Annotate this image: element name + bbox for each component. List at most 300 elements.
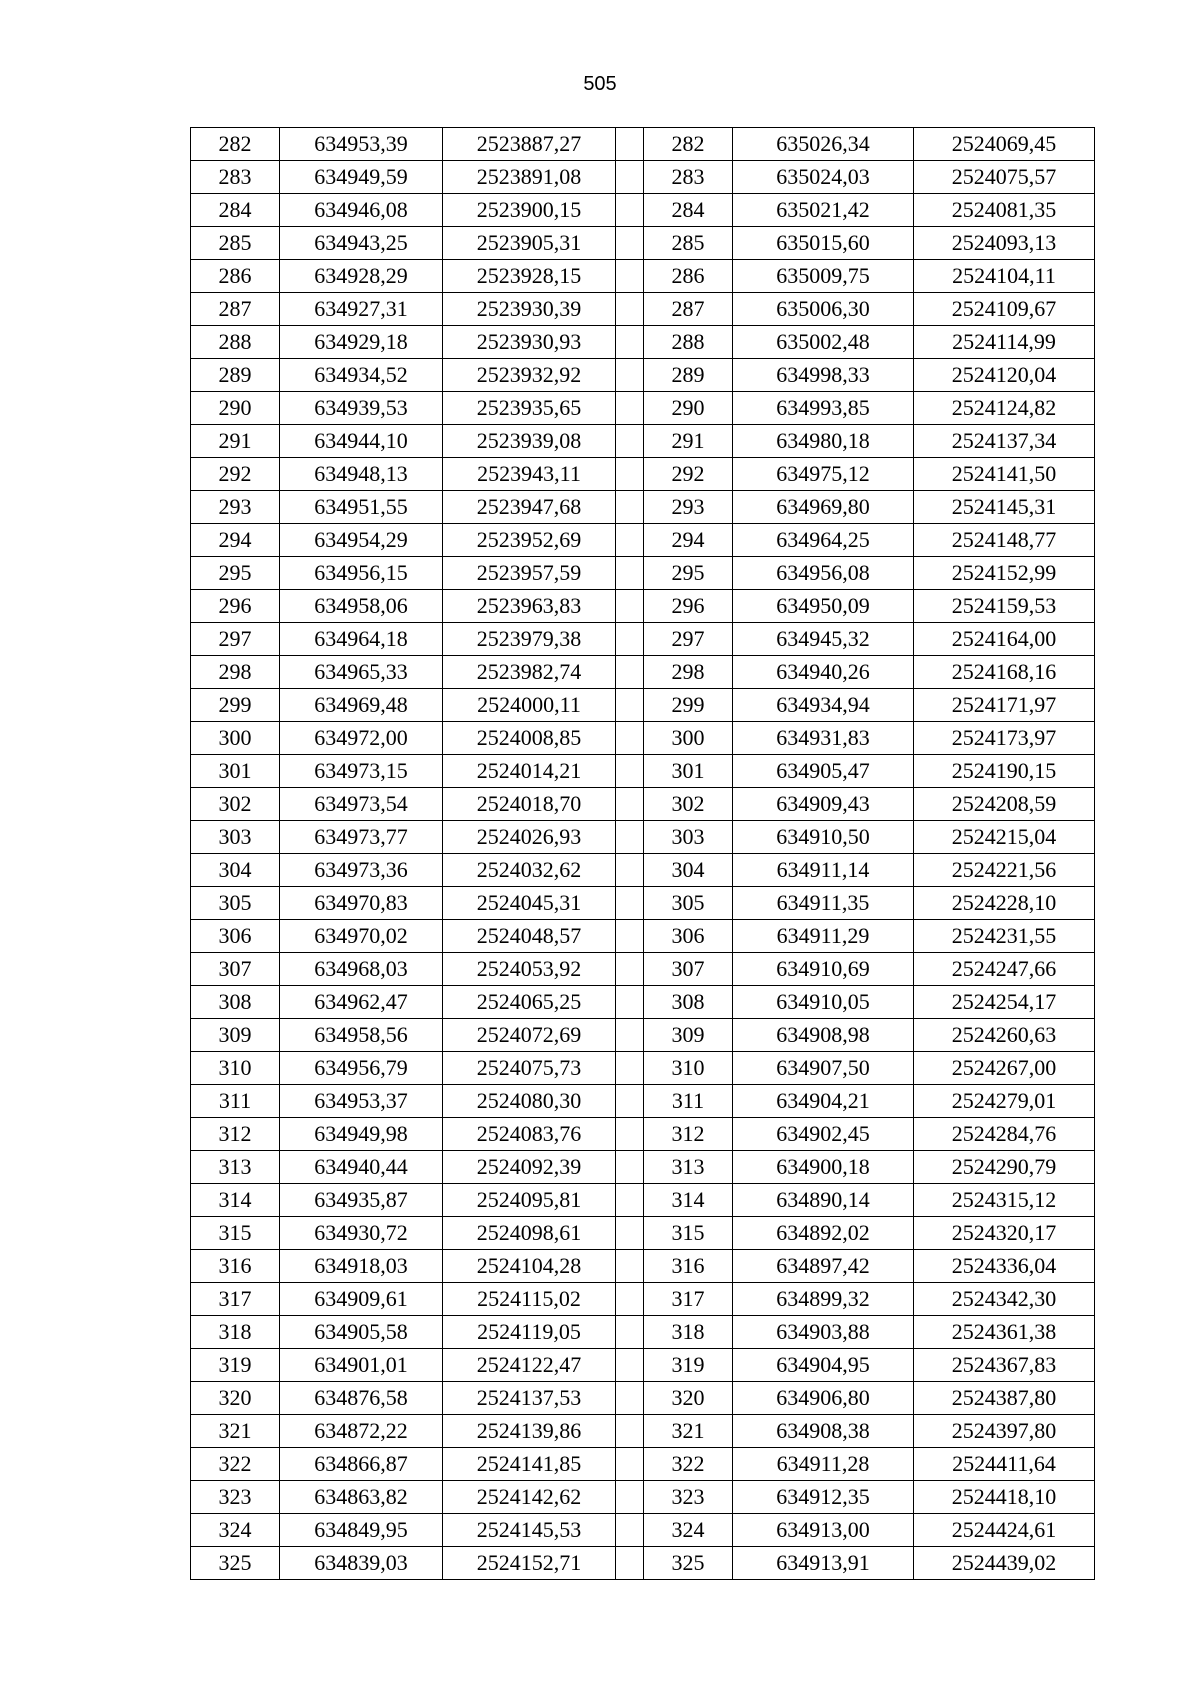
- left-x-coordinate-cell: 634953,39: [280, 128, 443, 161]
- right-x-coordinate-cell: 634910,50: [733, 821, 914, 854]
- right-y-coordinate-cell: 2524315,12: [914, 1184, 1095, 1217]
- right-x-coordinate-cell: 635024,03: [733, 161, 914, 194]
- right-x-coordinate-cell: 634904,95: [733, 1349, 914, 1382]
- right-point-number-cell: 322: [644, 1448, 733, 1481]
- spacer-cell: [616, 293, 644, 326]
- right-y-coordinate-cell: 2524424,61: [914, 1514, 1095, 1547]
- left-point-number-cell: 284: [191, 194, 280, 227]
- right-point-number-cell: 321: [644, 1415, 733, 1448]
- left-y-coordinate-cell: 2524137,53: [443, 1382, 616, 1415]
- right-point-number-cell: 285: [644, 227, 733, 260]
- right-point-number-cell: 286: [644, 260, 733, 293]
- right-x-coordinate-cell: 634911,28: [733, 1448, 914, 1481]
- left-y-coordinate-cell: 2524098,61: [443, 1217, 616, 1250]
- right-y-coordinate-cell: 2524361,38: [914, 1316, 1095, 1349]
- left-y-coordinate-cell: 2523935,65: [443, 392, 616, 425]
- right-y-coordinate-cell: 2524145,31: [914, 491, 1095, 524]
- spacer-cell: [616, 1085, 644, 1118]
- left-point-number-cell: 307: [191, 953, 280, 986]
- right-x-coordinate-cell: 634908,38: [733, 1415, 914, 1448]
- left-y-coordinate-cell: 2524080,30: [443, 1085, 616, 1118]
- spacer-cell: [616, 161, 644, 194]
- right-x-coordinate-cell: 634913,00: [733, 1514, 914, 1547]
- right-point-number-cell: 325: [644, 1547, 733, 1580]
- spacer-cell: [616, 1283, 644, 1316]
- left-x-coordinate-cell: 634918,03: [280, 1250, 443, 1283]
- left-point-number-cell: 311: [191, 1085, 280, 1118]
- left-point-number-cell: 315: [191, 1217, 280, 1250]
- spacer-cell: [616, 1514, 644, 1547]
- left-y-coordinate-cell: 2523900,15: [443, 194, 616, 227]
- left-y-coordinate-cell: 2524122,47: [443, 1349, 616, 1382]
- spacer-cell: [616, 392, 644, 425]
- right-x-coordinate-cell: 635026,34: [733, 128, 914, 161]
- left-y-coordinate-cell: 2524026,93: [443, 821, 616, 854]
- left-x-coordinate-cell: 634973,54: [280, 788, 443, 821]
- left-x-coordinate-cell: 634970,02: [280, 920, 443, 953]
- spacer-cell: [616, 1349, 644, 1382]
- left-y-coordinate-cell: 2523957,59: [443, 557, 616, 590]
- right-x-coordinate-cell: 635021,42: [733, 194, 914, 227]
- right-y-coordinate-cell: 2524081,35: [914, 194, 1095, 227]
- left-x-coordinate-cell: 634944,10: [280, 425, 443, 458]
- right-point-number-cell: 316: [644, 1250, 733, 1283]
- table-row: [191, 590, 1095, 623]
- left-y-coordinate-cell: 2523982,74: [443, 656, 616, 689]
- table-row: [191, 128, 1095, 161]
- right-x-coordinate-cell: 634910,69: [733, 953, 914, 986]
- left-y-coordinate-cell: 2524048,57: [443, 920, 616, 953]
- left-x-coordinate-cell: 634949,98: [280, 1118, 443, 1151]
- table-row: [191, 1283, 1095, 1316]
- right-point-number-cell: 299: [644, 689, 733, 722]
- spacer-cell: [616, 524, 644, 557]
- right-x-coordinate-cell: 634998,33: [733, 359, 914, 392]
- left-x-coordinate-cell: 634969,48: [280, 689, 443, 722]
- left-y-coordinate-cell: 2523979,38: [443, 623, 616, 656]
- right-y-coordinate-cell: 2524221,56: [914, 854, 1095, 887]
- right-y-coordinate-cell: 2524260,63: [914, 1019, 1095, 1052]
- spacer-cell: [616, 194, 644, 227]
- table-row: [191, 854, 1095, 887]
- left-y-coordinate-cell: 2524053,92: [443, 953, 616, 986]
- right-x-coordinate-cell: 634890,14: [733, 1184, 914, 1217]
- right-x-coordinate-cell: 634964,25: [733, 524, 914, 557]
- table-row: [191, 1217, 1095, 1250]
- left-x-coordinate-cell: 634973,15: [280, 755, 443, 788]
- left-point-number-cell: 299: [191, 689, 280, 722]
- table-row: [191, 392, 1095, 425]
- table-row: [191, 359, 1095, 392]
- right-x-coordinate-cell: 634904,21: [733, 1085, 914, 1118]
- left-point-number-cell: 314: [191, 1184, 280, 1217]
- table-row: [191, 194, 1095, 227]
- spacer-cell: [616, 260, 644, 293]
- left-y-coordinate-cell: 2524104,28: [443, 1250, 616, 1283]
- right-point-number-cell: 313: [644, 1151, 733, 1184]
- left-point-number-cell: 302: [191, 788, 280, 821]
- right-x-coordinate-cell: 634945,32: [733, 623, 914, 656]
- right-x-coordinate-cell: 635006,30: [733, 293, 914, 326]
- table-row: [191, 1019, 1095, 1052]
- left-x-coordinate-cell: 634972,00: [280, 722, 443, 755]
- left-y-coordinate-cell: 2524032,62: [443, 854, 616, 887]
- right-point-number-cell: 311: [644, 1085, 733, 1118]
- left-point-number-cell: 290: [191, 392, 280, 425]
- right-point-number-cell: 308: [644, 986, 733, 1019]
- right-y-coordinate-cell: 2524114,99: [914, 326, 1095, 359]
- left-y-coordinate-cell: 2523905,31: [443, 227, 616, 260]
- left-y-coordinate-cell: 2524065,25: [443, 986, 616, 1019]
- table-row: [191, 1118, 1095, 1151]
- left-point-number-cell: 292: [191, 458, 280, 491]
- right-x-coordinate-cell: 634975,12: [733, 458, 914, 491]
- right-y-coordinate-cell: 2524137,34: [914, 425, 1095, 458]
- right-y-coordinate-cell: 2524120,04: [914, 359, 1095, 392]
- left-point-number-cell: 308: [191, 986, 280, 1019]
- left-x-coordinate-cell: 634962,47: [280, 986, 443, 1019]
- table-row: [191, 1382, 1095, 1415]
- table-row: [191, 755, 1095, 788]
- left-y-coordinate-cell: 2524092,39: [443, 1151, 616, 1184]
- right-y-coordinate-cell: 2524141,50: [914, 458, 1095, 491]
- spacer-cell: [616, 359, 644, 392]
- spacer-cell: [616, 656, 644, 689]
- left-y-coordinate-cell: 2523947,68: [443, 491, 616, 524]
- left-x-coordinate-cell: 634958,06: [280, 590, 443, 623]
- left-x-coordinate-cell: 634949,59: [280, 161, 443, 194]
- left-point-number-cell: 305: [191, 887, 280, 920]
- left-x-coordinate-cell: 634973,36: [280, 854, 443, 887]
- right-x-coordinate-cell: 634892,02: [733, 1217, 914, 1250]
- left-point-number-cell: 283: [191, 161, 280, 194]
- spacer-cell: [616, 1052, 644, 1085]
- left-x-coordinate-cell: 634866,87: [280, 1448, 443, 1481]
- spacer-cell: [616, 1415, 644, 1448]
- left-y-coordinate-cell: 2523930,93: [443, 326, 616, 359]
- right-y-coordinate-cell: 2524208,59: [914, 788, 1095, 821]
- right-point-number-cell: 309: [644, 1019, 733, 1052]
- left-y-coordinate-cell: 2523943,11: [443, 458, 616, 491]
- left-x-coordinate-cell: 634958,56: [280, 1019, 443, 1052]
- table-row: [191, 524, 1095, 557]
- spacer-cell: [616, 1019, 644, 1052]
- left-x-coordinate-cell: 634965,33: [280, 656, 443, 689]
- coordinates-table: [190, 127, 1095, 1580]
- table-row: [191, 1481, 1095, 1514]
- right-y-coordinate-cell: 2524228,10: [914, 887, 1095, 920]
- left-y-coordinate-cell: 2523952,69: [443, 524, 616, 557]
- right-y-coordinate-cell: 2524231,55: [914, 920, 1095, 953]
- left-x-coordinate-cell: 634905,58: [280, 1316, 443, 1349]
- left-point-number-cell: 296: [191, 590, 280, 623]
- left-x-coordinate-cell: 634935,87: [280, 1184, 443, 1217]
- right-x-coordinate-cell: 635015,60: [733, 227, 914, 260]
- spacer-cell: [616, 128, 644, 161]
- left-point-number-cell: 286: [191, 260, 280, 293]
- left-y-coordinate-cell: 2524018,70: [443, 788, 616, 821]
- spacer-cell: [616, 788, 644, 821]
- left-y-coordinate-cell: 2523928,15: [443, 260, 616, 293]
- left-y-coordinate-cell: 2524139,86: [443, 1415, 616, 1448]
- spacer-cell: [616, 458, 644, 491]
- table-row: [191, 722, 1095, 755]
- table-row: [191, 887, 1095, 920]
- right-point-number-cell: 289: [644, 359, 733, 392]
- right-point-number-cell: 298: [644, 656, 733, 689]
- left-y-coordinate-cell: 2523891,08: [443, 161, 616, 194]
- right-point-number-cell: 314: [644, 1184, 733, 1217]
- right-x-coordinate-cell: 634912,35: [733, 1481, 914, 1514]
- spacer-cell: [616, 557, 644, 590]
- right-x-coordinate-cell: 634969,80: [733, 491, 914, 524]
- spacer-cell: [616, 1151, 644, 1184]
- left-point-number-cell: 291: [191, 425, 280, 458]
- page-number: 505: [583, 73, 617, 95]
- right-x-coordinate-cell: 634902,45: [733, 1118, 914, 1151]
- right-y-coordinate-cell: 2524411,64: [914, 1448, 1095, 1481]
- right-x-coordinate-cell: 634911,35: [733, 887, 914, 920]
- left-point-number-cell: 312: [191, 1118, 280, 1151]
- left-y-coordinate-cell: 2524072,69: [443, 1019, 616, 1052]
- right-y-coordinate-cell: 2524164,00: [914, 623, 1095, 656]
- table-row: [191, 656, 1095, 689]
- right-y-coordinate-cell: 2524069,45: [914, 128, 1095, 161]
- right-x-coordinate-cell: 635009,75: [733, 260, 914, 293]
- left-y-coordinate-cell: 2524083,76: [443, 1118, 616, 1151]
- right-point-number-cell: 302: [644, 788, 733, 821]
- spacer-cell: [616, 689, 644, 722]
- right-x-coordinate-cell: 634911,14: [733, 854, 914, 887]
- spacer-cell: [616, 1448, 644, 1481]
- right-y-coordinate-cell: 2524439,02: [914, 1547, 1095, 1580]
- left-point-number-cell: 303: [191, 821, 280, 854]
- table-row: [191, 1151, 1095, 1184]
- left-point-number-cell: 323: [191, 1481, 280, 1514]
- spacer-cell: [616, 986, 644, 1019]
- left-point-number-cell: 295: [191, 557, 280, 590]
- left-y-coordinate-cell: 2524145,53: [443, 1514, 616, 1547]
- spacer-cell: [616, 755, 644, 788]
- right-point-number-cell: 303: [644, 821, 733, 854]
- right-point-number-cell: 320: [644, 1382, 733, 1415]
- right-y-coordinate-cell: 2524247,66: [914, 953, 1095, 986]
- right-y-coordinate-cell: 2524267,00: [914, 1052, 1095, 1085]
- table-row: [191, 689, 1095, 722]
- left-x-coordinate-cell: 634948,13: [280, 458, 443, 491]
- right-x-coordinate-cell: 634931,83: [733, 722, 914, 755]
- left-point-number-cell: 321: [191, 1415, 280, 1448]
- right-y-coordinate-cell: 2524279,01: [914, 1085, 1095, 1118]
- right-point-number-cell: 304: [644, 854, 733, 887]
- right-x-coordinate-cell: 635002,48: [733, 326, 914, 359]
- spacer-cell: [616, 1217, 644, 1250]
- left-x-coordinate-cell: 634956,79: [280, 1052, 443, 1085]
- spacer-cell: [616, 425, 644, 458]
- right-point-number-cell: 315: [644, 1217, 733, 1250]
- left-x-coordinate-cell: 634876,58: [280, 1382, 443, 1415]
- table-row: [191, 1184, 1095, 1217]
- table-row: [191, 1547, 1095, 1580]
- right-x-coordinate-cell: 634899,32: [733, 1283, 914, 1316]
- left-point-number-cell: 304: [191, 854, 280, 887]
- table-row: [191, 920, 1095, 953]
- right-point-number-cell: 290: [644, 392, 733, 425]
- table-row: [191, 1349, 1095, 1382]
- left-x-coordinate-cell: 634927,31: [280, 293, 443, 326]
- right-point-number-cell: 300: [644, 722, 733, 755]
- spacer-cell: [616, 1250, 644, 1283]
- right-y-coordinate-cell: 2524124,82: [914, 392, 1095, 425]
- right-point-number-cell: 283: [644, 161, 733, 194]
- right-x-coordinate-cell: 634909,43: [733, 788, 914, 821]
- right-point-number-cell: 310: [644, 1052, 733, 1085]
- right-point-number-cell: 296: [644, 590, 733, 623]
- left-point-number-cell: 287: [191, 293, 280, 326]
- left-y-coordinate-cell: 2524014,21: [443, 755, 616, 788]
- right-y-coordinate-cell: 2524418,10: [914, 1481, 1095, 1514]
- right-y-coordinate-cell: 2524093,13: [914, 227, 1095, 260]
- right-y-coordinate-cell: 2524254,17: [914, 986, 1095, 1019]
- right-x-coordinate-cell: 634905,47: [733, 755, 914, 788]
- left-y-coordinate-cell: 2523930,39: [443, 293, 616, 326]
- left-x-coordinate-cell: 634973,77: [280, 821, 443, 854]
- left-point-number-cell: 320: [191, 1382, 280, 1415]
- spacer-cell: [616, 1316, 644, 1349]
- table-row: [191, 491, 1095, 524]
- spacer-cell: [616, 590, 644, 623]
- left-x-coordinate-cell: 634939,53: [280, 392, 443, 425]
- spacer-cell: [616, 920, 644, 953]
- right-point-number-cell: 297: [644, 623, 733, 656]
- right-y-coordinate-cell: 2524168,16: [914, 656, 1095, 689]
- left-y-coordinate-cell: 2524075,73: [443, 1052, 616, 1085]
- left-x-coordinate-cell: 634970,83: [280, 887, 443, 920]
- left-point-number-cell: 322: [191, 1448, 280, 1481]
- table-row: [191, 1514, 1095, 1547]
- right-point-number-cell: 312: [644, 1118, 733, 1151]
- left-point-number-cell: 306: [191, 920, 280, 953]
- right-x-coordinate-cell: 634903,88: [733, 1316, 914, 1349]
- table-row: [191, 986, 1095, 1019]
- table-row: [191, 227, 1095, 260]
- left-point-number-cell: 285: [191, 227, 280, 260]
- right-y-coordinate-cell: 2524342,30: [914, 1283, 1095, 1316]
- left-y-coordinate-cell: 2524141,85: [443, 1448, 616, 1481]
- left-point-number-cell: 289: [191, 359, 280, 392]
- left-x-coordinate-cell: 634951,55: [280, 491, 443, 524]
- right-y-coordinate-cell: 2524367,83: [914, 1349, 1095, 1382]
- right-x-coordinate-cell: 634956,08: [733, 557, 914, 590]
- left-x-coordinate-cell: 634839,03: [280, 1547, 443, 1580]
- left-x-coordinate-cell: 634956,15: [280, 557, 443, 590]
- left-y-coordinate-cell: 2524008,85: [443, 722, 616, 755]
- right-point-number-cell: 323: [644, 1481, 733, 1514]
- table-row: [191, 557, 1095, 590]
- left-point-number-cell: 301: [191, 755, 280, 788]
- left-y-coordinate-cell: 2524115,02: [443, 1283, 616, 1316]
- right-y-coordinate-cell: 2524397,80: [914, 1415, 1095, 1448]
- left-x-coordinate-cell: 634929,18: [280, 326, 443, 359]
- right-x-coordinate-cell: 634993,85: [733, 392, 914, 425]
- table-row: [191, 821, 1095, 854]
- right-point-number-cell: 295: [644, 557, 733, 590]
- right-x-coordinate-cell: 634934,94: [733, 689, 914, 722]
- spacer-cell: [616, 623, 644, 656]
- right-y-coordinate-cell: 2524215,04: [914, 821, 1095, 854]
- right-x-coordinate-cell: 634907,50: [733, 1052, 914, 1085]
- left-point-number-cell: 324: [191, 1514, 280, 1547]
- right-point-number-cell: 284: [644, 194, 733, 227]
- spacer-cell: [616, 1184, 644, 1217]
- spacer-cell: [616, 953, 644, 986]
- left-y-coordinate-cell: 2524119,05: [443, 1316, 616, 1349]
- right-point-number-cell: 317: [644, 1283, 733, 1316]
- spacer-cell: [616, 821, 644, 854]
- left-point-number-cell: 316: [191, 1250, 280, 1283]
- left-y-coordinate-cell: 2524045,31: [443, 887, 616, 920]
- left-y-coordinate-cell: 2524095,81: [443, 1184, 616, 1217]
- right-point-number-cell: 282: [644, 128, 733, 161]
- right-y-coordinate-cell: 2524152,99: [914, 557, 1095, 590]
- spacer-cell: [616, 326, 644, 359]
- left-y-coordinate-cell: 2523963,83: [443, 590, 616, 623]
- table-row: [191, 293, 1095, 326]
- left-x-coordinate-cell: 634954,29: [280, 524, 443, 557]
- left-x-coordinate-cell: 634930,72: [280, 1217, 443, 1250]
- right-x-coordinate-cell: 634950,09: [733, 590, 914, 623]
- left-x-coordinate-cell: 634968,03: [280, 953, 443, 986]
- right-y-coordinate-cell: 2524159,53: [914, 590, 1095, 623]
- right-y-coordinate-cell: 2524336,04: [914, 1250, 1095, 1283]
- table-row: [191, 1448, 1095, 1481]
- right-x-coordinate-cell: 634908,98: [733, 1019, 914, 1052]
- right-y-coordinate-cell: 2524284,76: [914, 1118, 1095, 1151]
- left-point-number-cell: 282: [191, 128, 280, 161]
- table-row: [191, 1316, 1095, 1349]
- left-x-coordinate-cell: 634863,82: [280, 1481, 443, 1514]
- left-y-coordinate-cell: 2523932,92: [443, 359, 616, 392]
- table-row: [191, 1250, 1095, 1283]
- table-row: [191, 1052, 1095, 1085]
- table-row: [191, 953, 1095, 986]
- left-x-coordinate-cell: 634901,01: [280, 1349, 443, 1382]
- left-y-coordinate-cell: 2524000,11: [443, 689, 616, 722]
- right-x-coordinate-cell: 634913,91: [733, 1547, 914, 1580]
- right-x-coordinate-cell: 634940,26: [733, 656, 914, 689]
- left-point-number-cell: 309: [191, 1019, 280, 1052]
- right-y-coordinate-cell: 2524104,11: [914, 260, 1095, 293]
- right-point-number-cell: 291: [644, 425, 733, 458]
- left-x-coordinate-cell: 634909,61: [280, 1283, 443, 1316]
- left-point-number-cell: 325: [191, 1547, 280, 1580]
- right-y-coordinate-cell: 2524320,17: [914, 1217, 1095, 1250]
- right-y-coordinate-cell: 2524148,77: [914, 524, 1095, 557]
- left-point-number-cell: 297: [191, 623, 280, 656]
- table-row: [191, 260, 1095, 293]
- right-point-number-cell: 293: [644, 491, 733, 524]
- right-x-coordinate-cell: 634911,29: [733, 920, 914, 953]
- left-point-number-cell: 313: [191, 1151, 280, 1184]
- left-y-coordinate-cell: 2523887,27: [443, 128, 616, 161]
- left-point-number-cell: 294: [191, 524, 280, 557]
- right-y-coordinate-cell: 2524190,15: [914, 755, 1095, 788]
- right-point-number-cell: 305: [644, 887, 733, 920]
- left-point-number-cell: 318: [191, 1316, 280, 1349]
- right-x-coordinate-cell: 634906,80: [733, 1382, 914, 1415]
- left-point-number-cell: 288: [191, 326, 280, 359]
- right-point-number-cell: 287: [644, 293, 733, 326]
